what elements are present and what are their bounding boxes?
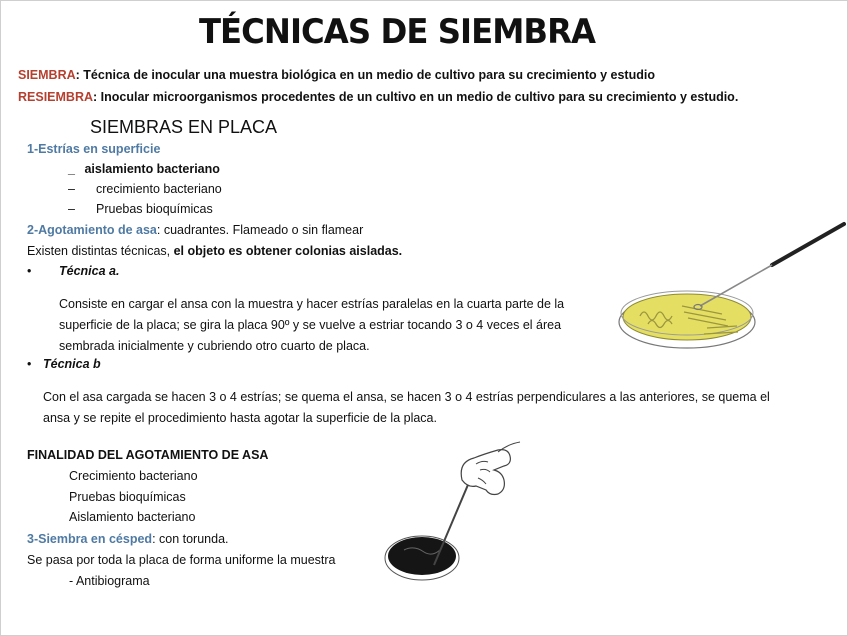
definition-resiembra-text: : Inocular microorganismos procedentes de un cultivo en un medio de cultivo para su crecimiento y estudio. <box>93 90 739 104</box>
agotamiento-intro <box>27 244 402 258</box>
heading-estrias: 1-Estrías en superficie <box>27 142 161 156</box>
heading-cesped: 3-Siembra en césped <box>27 532 153 546</box>
section-title: SIEMBRAS EN PLACA <box>90 117 278 137</box>
list-item <box>68 202 213 216</box>
term-siembra: SIEMBRA <box>18 68 76 82</box>
bullet-tecnica-b <box>27 357 101 371</box>
page-title: TÉCNICAS DE SIEMBRA <box>198 12 596 52</box>
lawn-swab-illustration <box>382 440 532 585</box>
list-item: Pruebas bioquímicas <box>69 490 186 504</box>
list-item-text: crecimiento bacteriano <box>96 182 222 196</box>
definition-resiembra <box>18 90 738 104</box>
petri-dish-streak-illustration <box>612 218 846 358</box>
list-item-text: aislamiento bacteriano <box>84 162 220 176</box>
list-marker: _ <box>68 162 75 176</box>
list-item <box>68 162 220 176</box>
agotamiento-line <box>27 223 363 237</box>
tecnica-a-text: Consiste en cargar el ansa con la muestra y hacer estrías paralelas en la cuarta parte de la superficie de la placa; se gira la placa 90º y se vuelve a estriar tocando 3 o 4 veces el área sembrada inicialmente y cubriendo otro cuarto de placa. <box>59 297 565 353</box>
tecnica-a-label: Técnica a. <box>59 264 120 278</box>
list-item-text: Pruebas bioquímicas <box>96 202 213 216</box>
term-resiembra: RESIEMBRA <box>18 90 94 104</box>
tecnica-b-label: Técnica b <box>43 357 101 371</box>
list-item <box>68 182 222 196</box>
list-item: Aislamiento bacteriano <box>69 510 196 524</box>
intro-text: Existen distintas técnicas, <box>27 244 174 258</box>
definition-siembra <box>18 68 655 82</box>
heading-finalidad: FINALIDAD DEL AGOTAMIENTO DE ASA <box>27 448 269 462</box>
agotamiento-text: : cuadrantes. Flameado o sin flamear <box>156 223 364 237</box>
bullet-icon: • <box>27 264 32 278</box>
list-marker: – <box>68 182 75 196</box>
cesped-description: Se pasa por toda la placa de forma uniforme la muestra <box>27 553 336 567</box>
cesped-text: : con torunda. <box>152 532 229 546</box>
heading-agotamiento: 2-Agotamiento de asa <box>27 223 157 237</box>
list-item: Crecimiento bacteriano <box>69 469 198 483</box>
cesped-line <box>27 532 229 546</box>
tecnica-b-text: Con el asa cargada se hacen 3 o 4 estrías; se quema el ansa, se hacen 3 o 4 estrías perpendiculares a las anteriores, se quema el ansa y se repite el procedimiento hasta agotar la superficie de la placa. <box>43 390 770 425</box>
bullet-icon: • <box>27 357 32 371</box>
list-item: - Antibiograma <box>69 574 150 588</box>
bullet-tecnica-a <box>27 264 120 278</box>
list-marker: – <box>68 202 75 216</box>
intro-bold: el objeto es obtener colonias aisladas. <box>173 244 403 258</box>
definition-siembra-text: : Técnica de inocular una muestra biológica en un medio de cultivo para su crecimiento y estudio <box>75 68 655 82</box>
